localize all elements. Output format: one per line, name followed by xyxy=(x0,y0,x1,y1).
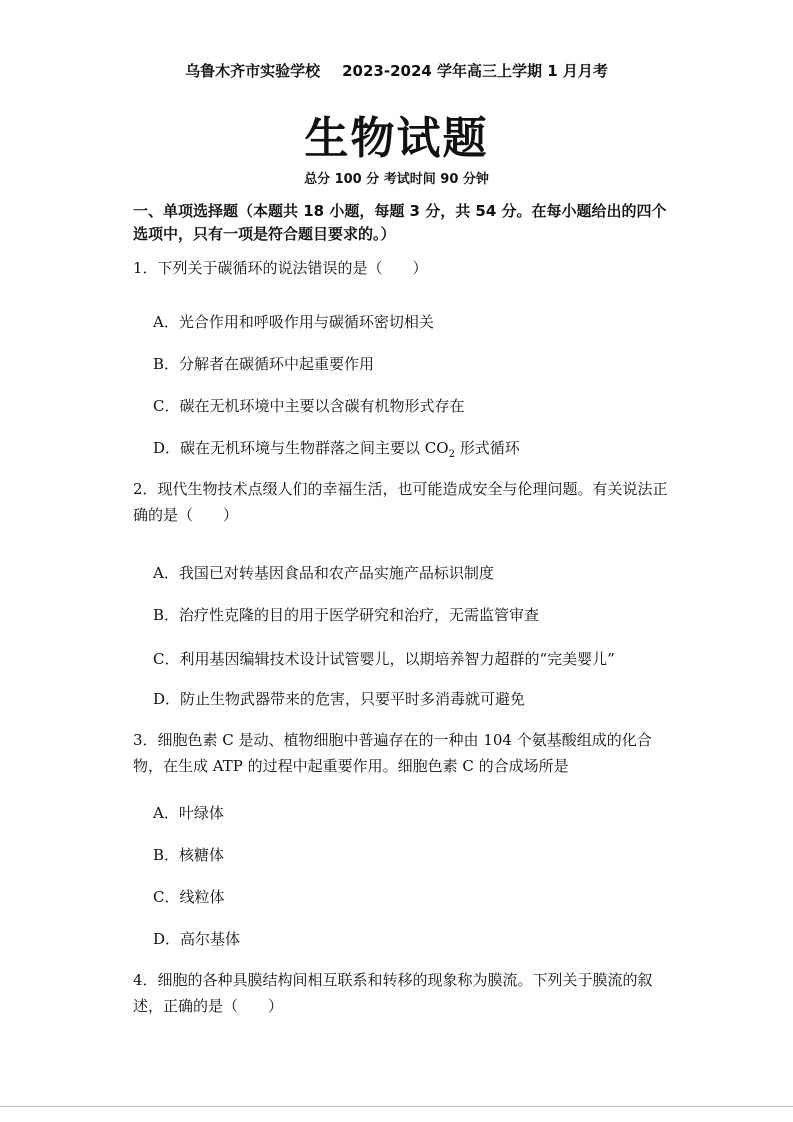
question-2-option-d: D．防止生物武器带来的危害，只要平时多消毒就可避免 xyxy=(153,690,526,708)
question-2-option-b: B．治疗性克隆的目的用于医学研究和治疗，无需监管审查 xyxy=(153,606,540,624)
question-3-option-a: A．叶绿体 xyxy=(153,804,224,822)
question-3-option-b: B．核糖体 xyxy=(153,846,225,864)
paper-title: 生物试题 xyxy=(304,113,489,164)
question-1-stem: 1．下列关于碳循环的说法错误的是（ ） xyxy=(133,259,428,277)
question-1-option-c: C．碳在无机环境中主要以含碳有机物形式存在 xyxy=(153,397,465,415)
option-d-suffix: 形式循环 xyxy=(454,439,520,457)
school-name: 乌鲁木齐市实验学校 xyxy=(185,62,321,80)
question-2-option-c: C．利用基因编辑技术设计试管婴儿，以期培养智力超群的“完美婴儿” xyxy=(153,650,615,668)
subscript-2: 2 xyxy=(448,449,455,460)
exam-name: 2023-2024 学年高三上学期 1 月月考 xyxy=(342,62,608,80)
question-1-option-a: A．光合作用和呼吸作用与碳循环密切相关 xyxy=(153,313,434,331)
question-3-option-d: D．高尔基体 xyxy=(153,930,241,948)
option-d-text: D．碳在无机环境与生物群落之间主要以 CO xyxy=(153,439,449,457)
question-2-stem: 2．现代生物技术点缀人们的幸福生活，也可能造成安全与伦理问题。有关说法正确的是（ ） xyxy=(133,480,668,524)
question-1-option-b: B．分解者在碳循环中起重要作用 xyxy=(153,355,375,373)
exam-header xyxy=(0,60,793,81)
question-2-option-a: A．我国已对转基因食品和农产品实施产品标识制度 xyxy=(153,564,494,582)
question-3-stem: 3．细胞色素 C 是动、植物细胞中普遍存在的一种由 104 个氨基酸组成的化合物，在生成 ATP 的过程中起重要作用。细胞色素 C 的合成场所是 xyxy=(133,731,652,775)
section-heading: 一、单项选择题（本题共 18 小题，每题 3 分，共 54 分。在每小题给出的四个选项中，只有一项是符合题目要求的。） xyxy=(133,202,667,243)
question-3-option-c: C．线粒体 xyxy=(153,888,225,906)
question-4-stem: 4．细胞的各种具膜结构间相互联系和转移的现象称为膜流。下列关于膜流的叙述，正确的是（ ） xyxy=(133,971,653,1015)
question-1-option-d xyxy=(153,437,520,460)
paper-subtitle: 总分 100 分 考试时间 90 分钟 xyxy=(304,172,489,187)
page-bottom-divider xyxy=(0,1106,793,1107)
